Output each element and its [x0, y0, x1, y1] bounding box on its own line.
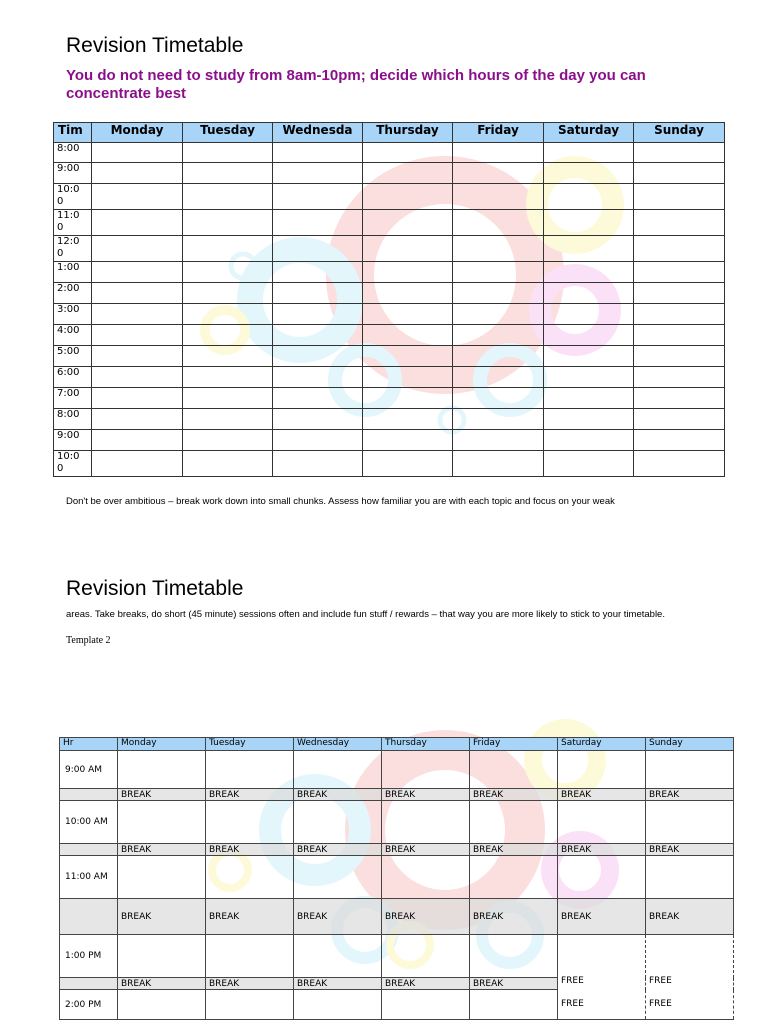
time-label: 2:00 — [57, 283, 80, 294]
table-row — [54, 184, 725, 210]
header-friday: Friday — [453, 123, 544, 143]
slot-cell[interactable] — [206, 856, 294, 899]
slot-cell[interactable] — [646, 856, 734, 899]
slot-cell[interactable] — [183, 388, 273, 409]
slot-cell[interactable] — [92, 388, 183, 409]
slot-cell[interactable] — [634, 367, 725, 388]
header-saturday: Saturday — [558, 738, 646, 751]
time-label: 10:00 — [57, 451, 80, 474]
slot-cell[interactable] — [363, 304, 453, 325]
slot-cell[interactable] — [183, 367, 273, 388]
time-cell — [54, 409, 92, 430]
slot-cell[interactable] — [634, 262, 725, 283]
slot-cell[interactable] — [273, 283, 363, 304]
slot-cell[interactable] — [382, 990, 470, 1020]
slot-cell[interactable] — [453, 283, 544, 304]
slot-cell[interactable] — [273, 388, 363, 409]
table-row — [54, 210, 725, 236]
break-cell: BREAK — [646, 844, 734, 856]
slot-cell[interactable] — [544, 262, 634, 283]
slot-cell[interactable] — [453, 262, 544, 283]
break-cell: BREAK — [558, 789, 646, 801]
slot-cell[interactable] — [634, 184, 725, 210]
page-title-2: Revision Timetable — [66, 577, 244, 600]
table-header-row — [60, 738, 734, 751]
slot-cell[interactable] — [92, 304, 183, 325]
slot-cell[interactable] — [363, 163, 453, 184]
slot-cell[interactable] — [92, 143, 183, 163]
slot-cell[interactable] — [183, 262, 273, 283]
slot-cell[interactable] — [634, 430, 725, 451]
time-label: 11:00 — [57, 210, 80, 233]
slot-cell[interactable] — [544, 430, 634, 451]
slot-cell[interactable] — [453, 325, 544, 346]
break-row — [60, 899, 734, 935]
slot-cell[interactable] — [453, 346, 544, 367]
slot-cell[interactable] — [363, 283, 453, 304]
page-title: Revision Timetable — [66, 34, 244, 57]
slot-cell[interactable] — [453, 367, 544, 388]
time-cell — [54, 283, 92, 304]
slot-cell[interactable] — [273, 143, 363, 163]
table-row — [54, 143, 725, 163]
slot-cell[interactable] — [544, 163, 634, 184]
slot-cell[interactable] — [544, 283, 634, 304]
slot-cell[interactable] — [544, 451, 634, 477]
table-row — [54, 367, 725, 388]
slot-cell[interactable] — [183, 163, 273, 184]
header-saturday: Saturday — [544, 123, 634, 143]
break-cell: BREAK — [382, 978, 470, 990]
advice-text: Don't be over ambitious – break work down into small chunks. Assess how familiar you are with each topic and focus on your weak — [66, 496, 615, 507]
slot-cell[interactable] — [273, 367, 363, 388]
slot-cell[interactable] — [544, 304, 634, 325]
slot-cell[interactable] — [118, 751, 206, 789]
slot-cell[interactable] — [92, 430, 183, 451]
slot-cell[interactable] — [273, 409, 363, 430]
break-cell: BREAK — [206, 844, 294, 856]
break-cell: BREAK — [206, 789, 294, 801]
slot-cell[interactable] — [558, 751, 646, 789]
slot-cell[interactable] — [470, 990, 558, 1020]
advice-text-2: areas. Take breaks, do short (45 minute) sessions often and include fun stuff / rewards – that way you are more likely to stick to your timetable. — [66, 609, 665, 620]
table-row — [60, 935, 734, 978]
header-sunday: Sunday — [634, 123, 725, 143]
slot-cell[interactable] — [294, 751, 382, 789]
slot-cell[interactable] — [382, 935, 470, 978]
slot-cell[interactable] — [634, 325, 725, 346]
free-cell: FREE — [558, 935, 646, 990]
table-row — [60, 801, 734, 844]
table-row — [54, 163, 725, 184]
break-cell: BREAK — [646, 899, 734, 935]
break-cell: BREAK — [470, 844, 558, 856]
time-cell — [54, 430, 92, 451]
break-cell: BREAK — [294, 844, 382, 856]
slot-cell[interactable] — [646, 801, 734, 844]
slot-cell[interactable] — [273, 210, 363, 236]
slot-cell[interactable] — [470, 935, 558, 978]
slot-cell[interactable] — [634, 346, 725, 367]
slot-cell[interactable] — [453, 143, 544, 163]
header-wednesday: Wednesday — [294, 738, 382, 751]
table-row — [54, 451, 725, 477]
template-label: Template 2 — [66, 635, 111, 646]
slot-cell[interactable] — [183, 236, 273, 262]
table-row — [54, 304, 725, 325]
table-row — [54, 388, 725, 409]
slot-cell[interactable] — [206, 801, 294, 844]
break-cell: BREAK — [470, 899, 558, 935]
timetable-2 — [59, 737, 734, 1020]
slot-cell[interactable] — [363, 143, 453, 163]
header-hr: Hr — [60, 738, 118, 751]
free-cell: FREE — [558, 990, 646, 1020]
slot-cell[interactable] — [363, 210, 453, 236]
slot-cell[interactable] — [92, 236, 183, 262]
hour-cell: 11:00 AM — [60, 856, 118, 899]
slot-cell[interactable] — [363, 367, 453, 388]
time-label: 12:00 — [57, 236, 80, 259]
slot-cell[interactable] — [273, 346, 363, 367]
table-row — [60, 856, 734, 899]
slot-cell[interactable] — [382, 801, 470, 844]
slot-cell[interactable] — [273, 325, 363, 346]
slot-cell[interactable] — [453, 184, 544, 210]
page-subtitle: You do not need to study from 8am-10pm; decide which hours of the day you can concentrate best — [66, 67, 646, 102]
slot-cell[interactable] — [363, 451, 453, 477]
free-cell: FREE — [646, 990, 734, 1020]
slot-cell[interactable] — [453, 388, 544, 409]
break-cell: BREAK — [382, 899, 470, 935]
table-row — [60, 751, 734, 789]
slot-cell[interactable] — [558, 856, 646, 899]
slot-cell[interactable] — [294, 856, 382, 899]
break-cell: BREAK — [646, 789, 734, 801]
header-tuesday: Tuesday — [183, 123, 273, 143]
time-cell — [54, 210, 92, 236]
table-row — [54, 236, 725, 262]
free-cell: FREE — [646, 935, 734, 990]
time-cell — [54, 346, 92, 367]
slot-cell[interactable] — [544, 325, 634, 346]
slot-cell[interactable] — [183, 304, 273, 325]
header-friday: Friday — [470, 738, 558, 751]
slot-cell[interactable] — [363, 409, 453, 430]
slot-cell[interactable] — [92, 262, 183, 283]
break-cell: BREAK — [558, 899, 646, 935]
slot-cell[interactable] — [453, 163, 544, 184]
slot-cell[interactable] — [544, 143, 634, 163]
header-thursday: Thursday — [382, 738, 470, 751]
slot-cell[interactable] — [634, 210, 725, 236]
slot-cell[interactable] — [382, 751, 470, 789]
slot-cell[interactable] — [382, 856, 470, 899]
time-cell — [54, 143, 92, 163]
slot-cell[interactable] — [92, 325, 183, 346]
slot-cell[interactable] — [183, 325, 273, 346]
header-wednesday: Wednesda — [273, 123, 363, 143]
time-cell — [54, 367, 92, 388]
time-label: 7:00 — [57, 388, 80, 399]
slot-cell[interactable] — [273, 304, 363, 325]
break-hour-cell — [60, 844, 118, 856]
slot-cell[interactable] — [183, 346, 273, 367]
break-cell: BREAK — [118, 978, 206, 990]
break-cell: BREAK — [118, 844, 206, 856]
table-header-row — [54, 123, 725, 143]
time-cell — [54, 163, 92, 184]
slot-cell[interactable] — [363, 325, 453, 346]
header-sunday: Sunday — [646, 738, 734, 751]
slot-cell[interactable] — [544, 346, 634, 367]
table-row — [54, 325, 725, 346]
time-label: 4:00 — [57, 325, 80, 336]
break-cell: BREAK — [118, 789, 206, 801]
time-cell — [54, 325, 92, 346]
slot-cell[interactable] — [92, 409, 183, 430]
slot-cell[interactable] — [92, 163, 183, 184]
time-label: 3:00 — [57, 304, 80, 315]
slot-cell[interactable] — [470, 801, 558, 844]
slot-cell[interactable] — [273, 184, 363, 210]
slot-cell[interactable] — [634, 451, 725, 477]
time-label: 5:00 — [57, 346, 80, 357]
time-label: 10:00 — [57, 184, 80, 207]
time-label: 9:00 — [57, 163, 80, 174]
slot-cell[interactable] — [363, 346, 453, 367]
header-monday: Monday — [118, 738, 206, 751]
break-cell: BREAK — [382, 789, 470, 801]
break-cell: BREAK — [294, 899, 382, 935]
slot-cell[interactable] — [118, 990, 206, 1020]
time-label: 8:00 — [57, 143, 80, 154]
slot-cell[interactable] — [294, 801, 382, 844]
break-cell: BREAK — [470, 978, 558, 990]
table-row — [54, 430, 725, 451]
time-label: 1:00 — [57, 262, 80, 273]
table-row — [54, 283, 725, 304]
slot-cell[interactable] — [646, 751, 734, 789]
break-row — [60, 789, 734, 801]
slot-cell[interactable] — [118, 856, 206, 899]
slot-cell[interactable] — [558, 801, 646, 844]
slot-cell[interactable] — [544, 184, 634, 210]
slot-cell[interactable] — [544, 210, 634, 236]
time-label: 8:00 — [57, 409, 80, 420]
break-cell: BREAK — [558, 844, 646, 856]
break-cell: BREAK — [206, 899, 294, 935]
table-row — [54, 262, 725, 283]
time-cell — [54, 184, 92, 210]
break-cell: BREAK — [118, 899, 206, 935]
slot-cell[interactable] — [363, 388, 453, 409]
slot-cell[interactable] — [183, 210, 273, 236]
slot-cell[interactable] — [92, 346, 183, 367]
slot-cell[interactable] — [206, 751, 294, 789]
slot-cell[interactable] — [273, 451, 363, 477]
slot-cell[interactable] — [363, 262, 453, 283]
slot-cell[interactable] — [634, 236, 725, 262]
slot-cell[interactable] — [206, 990, 294, 1020]
break-row — [60, 844, 734, 856]
slot-cell[interactable] — [453, 304, 544, 325]
slot-cell[interactable] — [183, 143, 273, 163]
header-thursday: Thursday — [363, 123, 453, 143]
slot-cell[interactable] — [273, 430, 363, 451]
slot-cell[interactable] — [634, 388, 725, 409]
break-cell: BREAK — [294, 978, 382, 990]
slot-cell[interactable] — [453, 236, 544, 262]
slot-cell[interactable] — [363, 236, 453, 262]
slot-cell[interactable] — [273, 163, 363, 184]
time-cell — [54, 236, 92, 262]
slot-cell[interactable] — [183, 451, 273, 477]
table-row — [60, 990, 734, 1020]
header-time: Tim — [54, 123, 92, 143]
table-row — [54, 409, 725, 430]
slot-cell[interactable] — [92, 210, 183, 236]
break-cell: BREAK — [382, 844, 470, 856]
slot-cell[interactable] — [634, 409, 725, 430]
slot-cell[interactable] — [544, 409, 634, 430]
slot-cell[interactable] — [92, 367, 183, 388]
slot-cell[interactable] — [273, 236, 363, 262]
break-hour-cell — [60, 978, 118, 990]
slot-cell[interactable] — [453, 451, 544, 477]
slot-cell[interactable] — [206, 935, 294, 978]
slot-cell[interactable] — [294, 935, 382, 978]
time-cell — [54, 262, 92, 283]
break-hour-cell — [60, 899, 118, 935]
slot-cell[interactable] — [634, 143, 725, 163]
hour-cell: 2:00 PM — [60, 990, 118, 1020]
time-cell — [54, 451, 92, 477]
slot-cell[interactable] — [470, 751, 558, 789]
slot-cell[interactable] — [453, 210, 544, 236]
slot-cell[interactable] — [183, 283, 273, 304]
slot-cell[interactable] — [92, 283, 183, 304]
slot-cell[interactable] — [273, 262, 363, 283]
slot-cell[interactable] — [634, 304, 725, 325]
slot-cell[interactable] — [363, 184, 453, 210]
slot-cell[interactable] — [544, 367, 634, 388]
hour-cell: 9:00 AM — [60, 751, 118, 789]
slot-cell[interactable] — [634, 283, 725, 304]
slot-cell[interactable] — [470, 856, 558, 899]
header-monday: Monday — [92, 123, 183, 143]
header-tuesday: Tuesday — [206, 738, 294, 751]
slot-cell[interactable] — [363, 430, 453, 451]
hour-cell: 1:00 PM — [60, 935, 118, 978]
slot-cell[interactable] — [294, 990, 382, 1020]
slot-cell[interactable] — [453, 430, 544, 451]
time-cell — [54, 304, 92, 325]
hour-cell: 10:00 AM — [60, 801, 118, 844]
break-hour-cell — [60, 789, 118, 801]
slot-cell[interactable] — [92, 184, 183, 210]
slot-cell[interactable] — [118, 801, 206, 844]
slot-cell[interactable] — [634, 163, 725, 184]
time-label: 6:00 — [57, 367, 80, 378]
time-cell — [54, 388, 92, 409]
slot-cell[interactable] — [118, 935, 206, 978]
slot-cell[interactable] — [92, 451, 183, 477]
timetable-1 — [53, 122, 725, 477]
slot-cell[interactable] — [183, 184, 273, 210]
slot-cell[interactable] — [544, 388, 634, 409]
break-cell: BREAK — [206, 978, 294, 990]
break-cell: BREAK — [294, 789, 382, 801]
slot-cell[interactable] — [453, 409, 544, 430]
break-cell: BREAK — [470, 789, 558, 801]
slot-cell[interactable] — [544, 236, 634, 262]
table-row — [54, 346, 725, 367]
slot-cell[interactable] — [183, 430, 273, 451]
slot-cell[interactable] — [183, 409, 273, 430]
time-label: 9:00 — [57, 430, 80, 441]
